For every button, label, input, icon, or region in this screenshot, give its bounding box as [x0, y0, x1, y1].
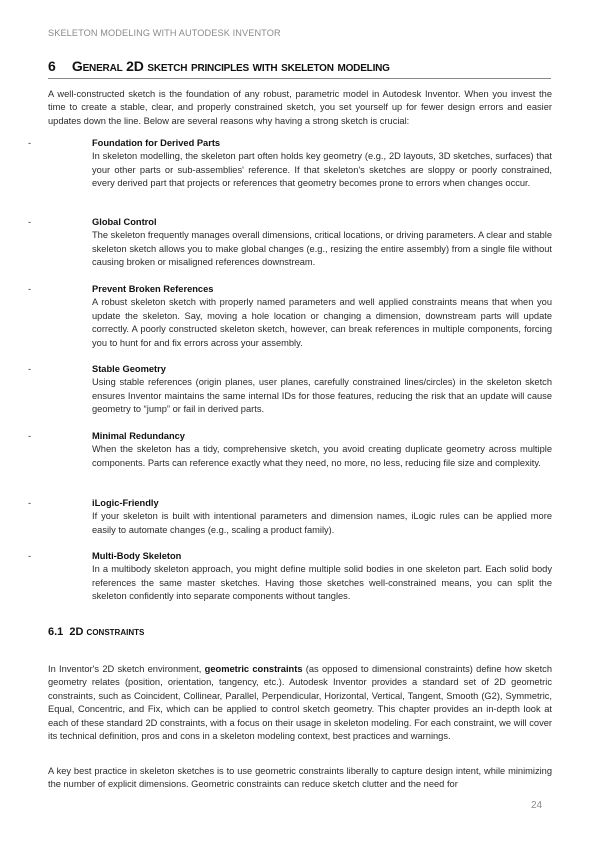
bullet-dash: -: [28, 364, 32, 374]
list-item-body: When the skeleton has a tidy, comprehensive sketch, you avoid creating duplicate geometry across multiple components. Parts can reference exactly what they need, no more, no less, reducing file size and complexity.: [92, 444, 552, 468]
section-number: 6: [48, 58, 56, 74]
list-item: [28, 137, 552, 191]
list-item-body: Using stable references (origin planes, user planes, carefully constrained lines/circles) in the skeleton sketch ensures Inventor maintains the same internal IDs for those features, reducing the risk that an update will cause geometry to “jump” or fail in derived parts.: [92, 377, 552, 415]
list-item-title: Foundation for Derived Parts: [92, 138, 221, 148]
paragraph-text: In Inventor's 2D sketch environment,: [48, 664, 205, 674]
list-item: [28, 430, 552, 470]
list-item: [28, 283, 552, 350]
list-item-body: In a multibody skeleton approach, you might define multiple solid bodies in one skeleton part. Each solid body references the same master sketches. Having those sketches well-constrained means, you can split the skeleton confidently into separate components without tangles.: [92, 564, 552, 602]
bullet-dash: -: [28, 498, 32, 508]
list-item-body: A robust skeleton sketch with properly named parameters and well applied constraints means that when you update the skeleton. Say, moving a hole location or changing a dimension, downstream parts will update correctly. A poorly constructed skeleton sketch, however, can break references in multiple components, forcing you to hunt for and fix errors across your assembly.: [92, 297, 552, 348]
section-heading: [48, 58, 551, 79]
list-item-title: Global Control: [92, 217, 157, 227]
list-item-body: If your skeleton is built with intentional parameters and dimension names, iLogic rules can be applied more easily to automate changes (e.g., scaling a product family).: [92, 511, 552, 535]
best-practice-paragraph: A key best practice in skeleton sketches is to use geometric constraints liberally to capture design intent, while minimizing the number of explicit dimensions. Geometric constraints can reduce sketch clutter and the need for: [48, 766, 552, 790]
bullet-dash: -: [28, 431, 32, 441]
constraints-paragraph: [48, 663, 552, 743]
running-header: SKELETON MODELING WITH AUTODESK INVENTOR: [48, 28, 281, 38]
list-item-title: Multi-Body Skeleton: [92, 551, 182, 561]
subsection-heading: [48, 626, 144, 638]
list-item-title: iLogic-Friendly: [92, 498, 159, 508]
bullet-dash: -: [28, 217, 32, 227]
paragraph-text: (as opposed to dimensional constraints) define how sketch geometry relates (position, orientation, tangency, etc.). Autodesk Inventor provides a standard set of 2D geometric constraints, such as Coincident, Collinear, Parallel, Perpendicular, Horizontal, Vertical, Tangent, Smooth (G2), Symmetric, Equal, Concentric, and Fix, which can be applied to control sketch geometry. This chapter provides an in-depth look at each of these standard 2D constraints, with a focus on their usage in skeleton modeling. For each constraint, we will cover its technical definition, pros and cons in a skeleton modeling context, best practices and warnings.: [48, 664, 552, 742]
intro-paragraph: A well-constructed sketch is the foundation of any robust, parametric model in Autodesk Inventor. When you invest the time to create a stable, clear, and properly constrained sketch, you set yourself up for fewer design errors and easier updates down the line. Below are several reasons why having a strong sketch is crucial:: [48, 89, 552, 126]
subsection-number: 6.1: [48, 626, 64, 638]
bullet-dash: -: [28, 284, 32, 294]
subsection-title: 2D constraints: [69, 626, 145, 638]
list-item-title: Stable Geometry: [92, 364, 166, 374]
list-item-body: In skeleton modelling, the skeleton part often holds key geometry (e.g., 2D layouts, 3D sketches, surfaces) that your other parts or sub-assemblies' reference. If that skeleton's sketches are sloppy or poorly constrained, every derived part that projects or references that geometry becomes prone to errors when changes occur.: [92, 151, 552, 189]
bold-term: geometric constraints: [204, 664, 303, 674]
list-item: [28, 363, 552, 417]
list-item: [28, 497, 552, 537]
list-item: [28, 550, 552, 604]
bullet-dash: -: [28, 551, 32, 561]
section-title: General 2D sketch principles with skeleton modeling: [71, 58, 390, 74]
list-item: [28, 216, 552, 270]
page-number: 24: [531, 800, 543, 811]
bullet-dash: -: [28, 138, 32, 148]
list-item-title: Minimal Redundancy: [92, 431, 185, 441]
list-item-title: Prevent Broken References: [92, 284, 214, 294]
list-item-body: The skeleton frequently manages overall dimensions, critical locations, or driving parameters. A clear and stable skeleton sketch allows you to make global changes (e.g., resizing the entire assembly) from a single file without causing broken or misaligned references downstream.: [92, 230, 552, 268]
